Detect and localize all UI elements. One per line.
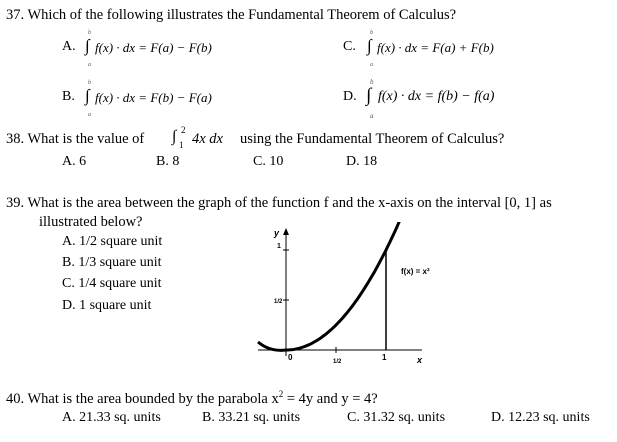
integral-lower-limit: a <box>88 62 91 68</box>
q38-option-d[interactable]: D. 18 <box>346 154 378 169</box>
function-label: f(x) = x² <box>401 267 430 276</box>
q39-option-c[interactable]: C. 1/4 square unit <box>62 276 162 291</box>
question-39-line1: 39. What is the area between the graph of the function f and the x-axis on the interval [0, 1] as <box>6 195 552 211</box>
q40-option-b[interactable]: B. 33.21 sq. units <box>202 410 301 425</box>
integral-sign-icon: ∫ <box>172 128 177 145</box>
q39-option-d[interactable]: D. 1 square unit <box>62 298 152 313</box>
q40-option-d[interactable]: D. 12.23 sq. units <box>491 410 590 425</box>
question-40-prefix: 40. What is the area bounded by the parabola x <box>6 390 279 407</box>
integral-sign-icon: ∫ <box>85 86 90 105</box>
integral-upper-limit: b <box>370 30 373 36</box>
question-38-suffix: using the Fundamental Theorem of Calculus? <box>240 131 505 147</box>
shaded-area <box>286 250 386 350</box>
option-formula: f(x) · dx = F(a) − F(b) <box>95 40 212 55</box>
integral-upper-limit: b <box>88 80 91 86</box>
q38-option-a[interactable]: A. 6 <box>62 154 87 169</box>
option-formula: f(x) · dx = F(b) − F(a) <box>95 90 212 105</box>
question-39-line2: illustrated below? <box>39 214 143 230</box>
integral-sign-icon: ∫ <box>366 85 372 106</box>
area-graph <box>250 222 450 368</box>
q40-option-c[interactable]: C. 31.32 sq. units <box>347 410 446 425</box>
option-letter: D. <box>343 89 357 104</box>
x-tick-label-1: 1 <box>382 353 387 362</box>
y-axis-arrow-icon <box>283 228 289 235</box>
origin-label: 0 <box>288 353 293 362</box>
integral-sign-icon: ∫ <box>85 36 90 55</box>
q38-option-b[interactable]: B. 8 <box>156 154 180 169</box>
option-formula: f(x) · dx = F(a) + F(b) <box>377 40 494 55</box>
y-tick-label-half: 1/2 <box>274 299 283 305</box>
y-tick-label-1: 1 <box>277 243 281 250</box>
question-40-text <box>6 390 378 406</box>
integral-sign-icon: ∫ <box>367 36 372 55</box>
x-axis-label: x <box>417 355 423 365</box>
x-tick-label-half: 1/2 <box>333 359 342 365</box>
y-axis-label: y <box>274 228 280 238</box>
q39-option-a[interactable]: A. 1/2 square unit <box>62 234 163 249</box>
integral-lower-limit: a <box>370 112 374 120</box>
integral-upper-limit: b <box>88 30 91 36</box>
option-formula: f(x) · dx = f(b) − f(a) <box>378 89 495 104</box>
q38-option-c[interactable]: C. 10 <box>253 154 284 169</box>
question-38-prefix: 38. What is the value of <box>6 131 145 147</box>
option-letter: C. <box>343 39 356 54</box>
option-letter: A. <box>62 39 76 54</box>
option-letter: B. <box>62 89 75 104</box>
integral-lower-limit: a <box>370 62 373 68</box>
integrand: 4x dx <box>192 131 223 147</box>
integral-upper-limit: 2 <box>181 125 186 135</box>
integral-lower-limit: 1 <box>179 140 184 150</box>
q40-option-a[interactable]: A. 21.33 sq. units <box>62 410 161 425</box>
question-40-exponent: 2 <box>278 389 284 399</box>
integral-upper-limit: b <box>370 78 374 86</box>
q39-option-b[interactable]: B. 1/3 square unit <box>62 255 162 270</box>
integral-lower-limit: a <box>88 112 91 118</box>
question-37-text: 37. Which of the following illustrates the Fundamental Theorem of Calculus? <box>6 7 457 23</box>
question-40-suffix: = 4y and y = 4? <box>283 390 378 407</box>
